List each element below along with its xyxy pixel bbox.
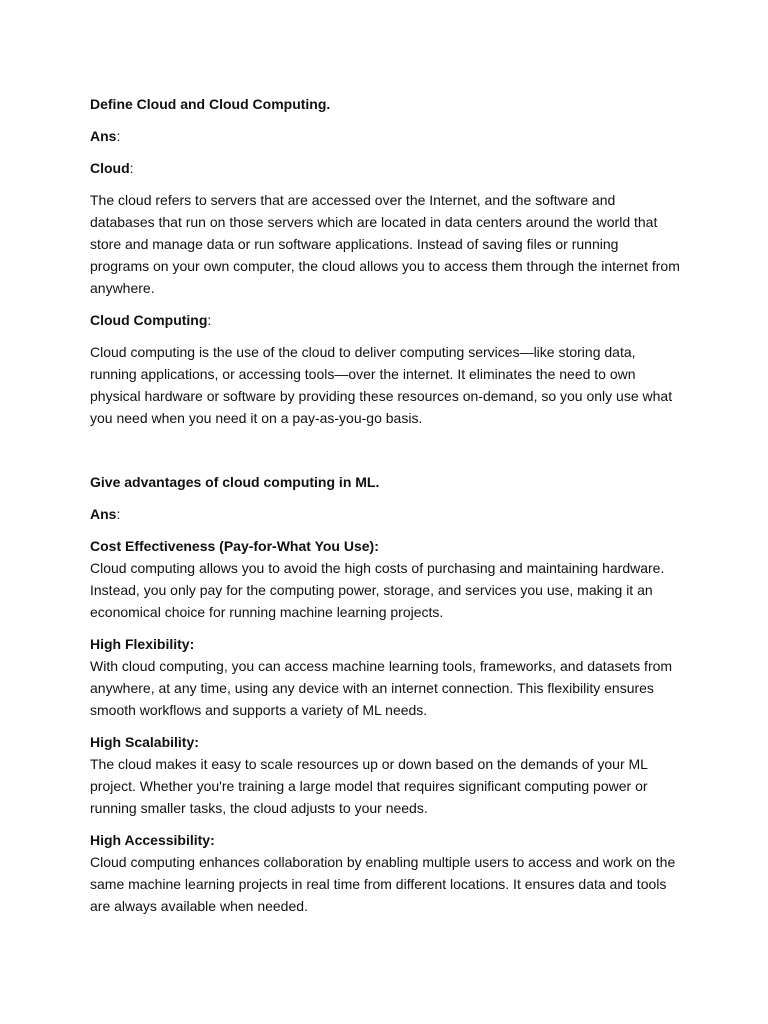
cloud-label	[90, 157, 680, 179]
answer-label-colon: :	[116, 128, 121, 144]
advantage-heading: High Flexibility:	[90, 636, 195, 652]
question-2: Give advantages of cloud computing in ML.	[90, 474, 380, 490]
advantage-text: Cloud computing allows you to avoid the high costs of purchasing and maintaining hardware. Instead, you only pay for the computing power, storage, and services you use, making it an economical choice for running machine learning projects.	[90, 560, 665, 620]
answer-label-1	[90, 125, 680, 147]
answer-label-text: Ans	[90, 506, 117, 522]
question-1: Define Cloud and Cloud Computing.	[90, 96, 331, 112]
section-spacer	[90, 439, 680, 471]
cloud-computing-label-text: Cloud Computing	[90, 312, 208, 328]
advantage-item	[90, 633, 680, 721]
advantage-item	[90, 829, 680, 917]
advantage-item	[90, 731, 680, 819]
answer-label-text: Ans	[90, 128, 117, 144]
answer-label-2	[90, 503, 680, 525]
cloud-label-text: Cloud	[90, 160, 130, 176]
advantage-text: The cloud makes it easy to scale resources up or down based on the demands of your ML project. Whether you're training a large model that requires significant computing power or running smaller tasks, the cloud adjusts to your needs.	[90, 756, 648, 816]
cloud-definition: The cloud refers to servers that are accessed over the Internet, and the software and databases that run on those servers which are located in data centers around the world that store and manage data or run software applications. Instead of saving files or running programs on your own computer, the cloud allows you to access them through the internet from anywhere.	[90, 192, 680, 296]
advantage-text: With cloud computing, you can access machine learning tools, frameworks, and datasets from anywhere, at any time, using any device with an internet connection. This flexibility ensures smooth workflows and supports a variety of ML needs.	[90, 658, 673, 718]
cloud-computing-definition: Cloud computing is the use of the cloud to deliver computing services—like storing data, running applications, or accessing tools—over the internet. It eliminates the need to own physical hardware or software by providing these resources on-demand, so you only use what you need when you need it on a pay-as-you-go basis.	[90, 344, 673, 426]
advantage-item	[90, 535, 680, 623]
document-content	[90, 93, 680, 927]
cloud-computing-label	[90, 309, 680, 331]
cloud-label-colon: :	[129, 160, 134, 176]
advantage-heading: High Accessibility:	[90, 832, 215, 848]
answer-label-colon: :	[116, 506, 121, 522]
advantage-heading: Cost Effectiveness (Pay-for-What You Use):	[90, 538, 379, 554]
advantage-text: Cloud computing enhances collaboration by enabling multiple users to access and work on the same machine learning projects in real time from different locations. It ensures data and tools are always available when needed.	[90, 854, 676, 914]
cloud-computing-label-colon: :	[207, 312, 212, 328]
advantage-heading: High Scalability:	[90, 734, 199, 750]
